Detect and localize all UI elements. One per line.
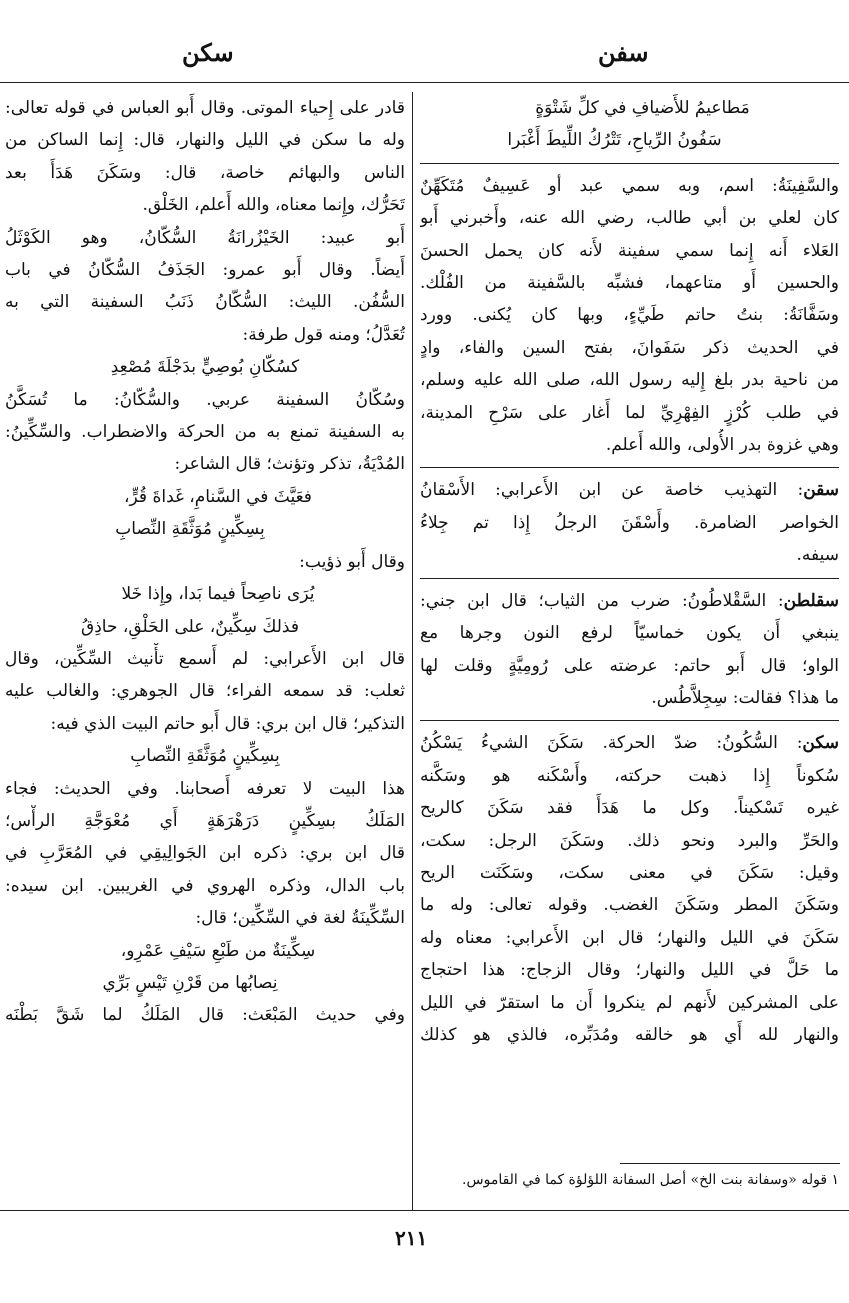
text-line: وسَكَنَ المطر وسَكَنَ الغضب. وقوله تعالى: وله ما [420,895,839,916]
verse-line: سِكِّينَةٌ من طَبْعِ سَيْفِ عَمْرِو، [120,940,316,961]
text-line: المُدْيَةُ، تذكر وتؤنث؛ قال الشاعر: [174,454,405,475]
header-word-left: سكن [182,38,234,67]
text-line: قادر على إِحياء الموتى. وقال أَبو العباس في قوله تعالى: [5,98,405,118]
entry-text: : السَّقْلاطُونُ: ضرب من الثياب؛ قال ابن جني: [420,590,784,611]
text-line: ما حَلَّ في الليل والنهار؛ وقال الزجاج: هذا احتجاج [420,960,839,981]
text-line: وفي حديث المَبْعَث: قال المَلَكُ لما شَقَّ بَطْنَه [5,1005,405,1026]
text-line: الناس والبهائم خاصة، قال: وسَكَنَ هَدَأَ بعد [5,162,405,183]
text-line: هذا البيت لا تعرفه أَصحابنا. وفي الحديث: فجاء [5,778,405,799]
text-line: وسَفَّانَةُ: بنتُ حاتم طَيِّءٍ، وبها كان يُكنى. وورد [420,305,839,326]
text-line: ما هذا؟ فقالت: سِجِلاَّطُس. [651,687,839,708]
right-column [420,92,839,1051]
text-line: ينبغي أَن يكون خماسيّاً لرفع النون وجرها مع [420,623,839,644]
text-line: وهي غزوة بدر الأُولى، والله أَعلم. [605,435,839,456]
bottom-rule [0,1210,849,1211]
text-line: وسُكّانُ السفينة عربي. والسُّكّانُ: ما تُسَكَّنُ [5,389,405,410]
text-line: وله ما سكن في الليل والنهار، قال: إِنما الساكن من [5,130,405,151]
entry-headword: سقن [803,480,839,501]
text-line: من ناحية بدر بلغ إِليه رسول الله، صلى الله عليه وسلم، [420,370,839,391]
text-line: وقال أَبو ذؤيب: [299,551,405,572]
verse-line: كسُكّانِ بُوصِيٍّ بدَجْلَةَ مُصْعِدِ [110,357,300,378]
text-line: العَلاء أَنه إِنما سمي سفينة لأَنه كان يحمل الحسنَ [420,240,839,261]
text-line: في الحديث ذكر سَفَوانَ، بفتح السين والفاء، وادٍ [420,337,839,358]
footnote-rule [620,1163,840,1164]
entry-first-line [420,585,839,617]
text-line: به السفينة تمنع به من الحركة والاضطراب. والسِّكِّينُ: [5,422,405,443]
page-number: ٢١١ [395,1226,428,1250]
verse-line: مَطاعيمُ للأَضيافِ في كلِّ شَتْوَةٍ [535,98,750,118]
text-line: ثعلب: قد سمعه الفراء؛ قال الجوهري: والغالب عليه [5,681,405,702]
text-line: التذكير؛ قال ابن بري: قال أَبو حاتم البيت الذي فيه: [50,713,405,734]
text-line: تُعَدَّلُ؛ ومنه قول طرفة: [242,324,405,345]
text-line: سَكَنَ في الليل والنهار؛ قال ابن الأَعرابي: معناه وله [420,927,839,948]
text-line: المَلَكُ بسِكِّينٍ دَرَهْرَهَةٍ أَي مُعْوَجَّةِ الرأْس؛ [5,810,405,831]
text-line: السِّكِّينَةُ لغة في السِّكِّين؛ قال: [195,908,405,929]
entry-text: : السُّكُونُ: ضدّ الحركة. سَكَنَ الشيءُ يَسْكُنُ [420,733,803,754]
entry-first-line [420,474,839,506]
verse-line: فعَيَّثَ في السَّنامِ، غَداةَ قُرٍّ، [124,486,312,507]
entry-headword: سكن [802,733,839,754]
top-rule [0,82,849,83]
text-line: سُكوناً إِذا ذهبت حركته، وأَسْكَنه هو وسَكَّنه [420,765,839,786]
text-line: وقيل: سَكَنَ في معنى سكت، وسَكَنَت الريح [420,862,839,883]
header-word-right: سفن [598,38,649,67]
text-line: قال ابن بري: ذكره ابن الجَوالِيقِي في المُعَرَّبِ في [5,843,405,864]
text-line: السُّفُن. الليث: السُّكّانُ ذَنَبُ السفينة التي به [5,292,405,313]
verse-line: يُرَى ناصِحاً فيما بَدا، وإِذا خَلا [121,584,315,605]
text-line: الواو؛ قال أَبو حاتم: عرضته على رُومِيَّةٍ وقلت لها [420,655,839,676]
text-line: تَحَرُّك، وإِنما معناه، والله أَعلم، الخَلْق. [142,195,405,216]
entry-separator [420,720,839,721]
verse-line: فذلكَ سِكِّينٌ، على الحَلْقِ، حاذِقُ [81,616,299,637]
verse-line: نِصابُها من قَرْنِ تَيْسٍ بَرِّي [102,972,278,993]
text-line: على المشركين لأَنهم لم ينكروا أَن ما استقرّ في الليل [420,992,839,1013]
text-line: أَبو عبيد: الخَيْزُرانَةُ السُّكّانُ، وهو الكَوْثَلُ [5,227,405,248]
text-line: قال ابن الأَعرابي: لم أَسمع تأْنيث السِّكِّين، وقال [5,648,405,669]
text-line: سيفه. [796,545,839,566]
text-line: الخواصر الضامرة. وأَسْقَنَ الرجلُ إِذا تم جِلاءُ [420,512,839,533]
entry-separator [420,163,839,164]
verse-line: بِسِكِّينٍ مُوَثَّقَةِ النِّصابِ [115,519,265,540]
text-line: والنهار لله أَي هو خالقه ومُدَبِّره، فالذي هو كذلك [420,1024,839,1045]
entry-separator [420,578,839,579]
footnote: ١ قوله «وسفانة بنت الخ» أصل السفانة اللؤلؤة كما في القاموس. [462,1172,839,1188]
entry-separator [420,467,839,468]
text-line: أَيضاً. وقال أَبو عمرو: الجَذَفُ السُّكّانُ في باب [5,260,405,281]
text-line: والسَّفِينَةُ: اسم، وبه سمي عبد أو عَسِيفٌ مُتَكَهِّنٌ [420,175,839,196]
entry-text: : التهذيب خاصة عن ابن الأَعرابي: الأَسْقانُ [420,480,804,501]
text-line: غيره تَسْكيناً. وكل ما هَدَأَ فقد سَكَنَ كالريح [420,798,839,819]
left-column [5,92,405,1032]
verse-line: سَفُونُ الرِّياحِ، تَتْرُكُ اللِّيطَ أَغْبَرا [507,130,722,151]
verse-line: بِسِكِّينٍ مُوَثَّقَةِ النِّصابِ [130,746,280,767]
text-line: في طلب كُرْزٍ الفِهْرِيِّ لما أَغار على سَرْحِ المدينة، [420,402,839,423]
text-line: باب الدال، وذكره الهروي في الغريبين. ابن سيده: [5,875,405,896]
entry-first-line [420,727,839,759]
text-line: كان لعلي بن أبي طالب، رضي الله عنه، وأَخبرني أَبو [420,208,839,229]
column-divider [412,92,413,1210]
text-line: والحسين أَو متاعهما، فشبِّه بالسَّفينة من الفُلْك. [420,273,839,294]
text-line: والحَرِّ والبرد ونحو ذلك. وسَكَنَ الرجل: سكت، [420,830,839,851]
entry-headword: سقلطن [783,590,839,611]
